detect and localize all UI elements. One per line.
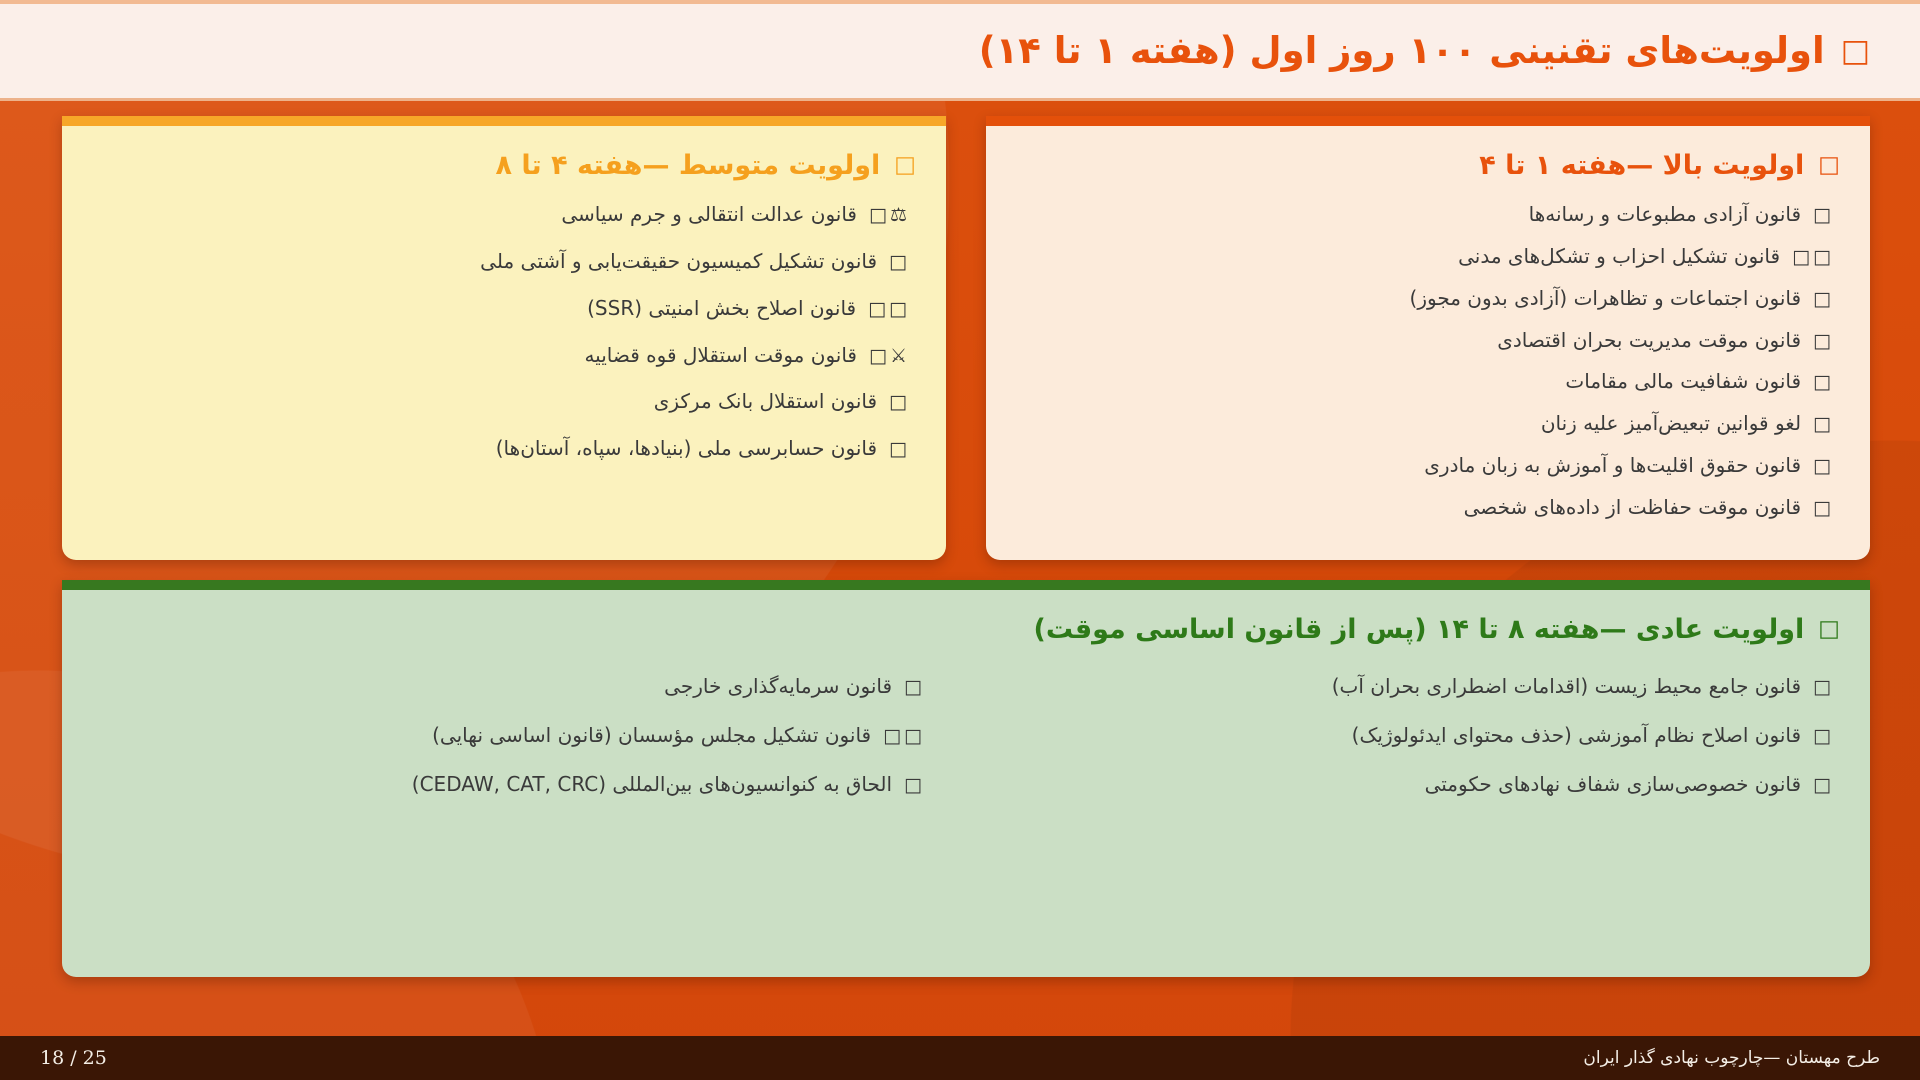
page-title: [978, 28, 1870, 72]
page-title-text: اولویت‌های تقنینی ۱۰۰ روز اول (هفته ۱ تا ۱۴): [978, 28, 1825, 72]
square-bullet-icon: □: [1813, 371, 1834, 394]
list-item: [1016, 286, 1834, 312]
panel-high-priority: [986, 116, 1870, 560]
item-label: قانون شفافیت مالی مقامات: [1565, 369, 1802, 394]
list-item: [92, 389, 910, 415]
list-item: [1001, 723, 1834, 749]
list-item: [1016, 244, 1834, 270]
list-item: [1016, 453, 1834, 479]
item-label: قانون اصلاح نظام آموزشی (حذف محتوای ایدئولوژیک): [1351, 723, 1802, 748]
square-bullet-icon: □: [904, 676, 925, 699]
square-bullet-icon: □: [894, 152, 916, 179]
square-bullet-icon: □: [1813, 496, 1834, 519]
double-square-icon: □□: [883, 725, 925, 748]
panel-normal-header-text: اولویت عادی —هفته ۸ تا ۱۴ (پس از قانون اساسی موقت): [1033, 614, 1805, 645]
panel-accent-bar: [62, 116, 946, 126]
item-label: قانون جامع محیط زیست (اقدامات اضطراری بحران آب): [1331, 674, 1802, 699]
item-label: قانون عدالت انتقالی و جرم سیاسی: [561, 202, 857, 227]
item-label: قانون موقت حفاظت از داده‌های شخصی: [1463, 494, 1802, 519]
list-item: [92, 723, 925, 749]
list-item: [92, 343, 910, 369]
square-bullet-icon: □: [1813, 287, 1834, 310]
square-bullet-icon: □: [1818, 152, 1840, 179]
panel-body: [986, 126, 1870, 560]
item-label: لغو قوانین تبعیض‌آمیز علیه زنان: [1540, 411, 1802, 436]
double-square-icon: □□: [1792, 246, 1834, 269]
item-label: قانون خصوصی‌سازی شفاف نهادهای حکومتی: [1424, 771, 1802, 796]
square-bullet-icon: □: [889, 251, 910, 274]
item-label: قانون تشکیل مجلس مؤسسان (قانون اساسی نهایی): [432, 723, 872, 748]
square-bullet-icon: □: [1813, 773, 1834, 796]
list-item: [1016, 328, 1834, 354]
item-label: الحاق به کنوانسیون‌های بین‌المللی (CEDAW, CAT, CRC): [411, 771, 893, 796]
swords-and-square-icon: ⚔□: [869, 344, 910, 367]
square-bullet-icon: □: [1813, 329, 1834, 352]
list-item: [1001, 674, 1834, 700]
list-item: [1016, 411, 1834, 437]
item-label: قانون استقلال بانک مرکزی: [653, 389, 878, 414]
square-bullet-icon: □: [1840, 32, 1870, 69]
list-item: [92, 674, 925, 700]
footer-bar: [0, 1036, 1920, 1080]
footer-project-title: طرح مهستان —چارچوب نهادی گذار ایران: [1583, 1048, 1880, 1068]
list-item: [92, 436, 910, 462]
list-item: [1016, 369, 1834, 395]
slide-header-band: [0, 0, 1920, 101]
item-label: قانون اصلاح بخش امنیتی (SSR): [587, 295, 857, 320]
item-label: قانون موقت استقلال قوه قضاییه: [584, 342, 857, 367]
square-bullet-icon: □: [904, 773, 925, 796]
item-label: قانون تشکیل کمیسیون حقیقت‌یابی و آشتی ملی: [480, 249, 878, 274]
panel-body: [62, 126, 946, 507]
panel-high-header-text: اولویت بالا —هفته ۱ تا ۴: [1479, 150, 1805, 181]
page-number: 18 / 25: [40, 1047, 107, 1069]
square-bullet-icon: □: [1813, 676, 1834, 699]
square-bullet-icon: □: [1813, 413, 1834, 436]
item-label: قانون موقت مدیریت بحران اقتصادی: [1497, 327, 1802, 352]
item-label: قانون آزادی مطبوعات و رسانه‌ها: [1528, 202, 1802, 227]
panel-accent-bar: [62, 580, 1870, 590]
square-bullet-icon: □: [1818, 616, 1840, 643]
panel-accent-bar: [986, 116, 1870, 126]
two-column-layout: [92, 674, 1840, 820]
square-bullet-icon: □: [1813, 725, 1834, 748]
list-item: [1016, 202, 1834, 228]
square-bullet-icon: □: [889, 391, 910, 414]
panel-medium-priority: [62, 116, 946, 560]
double-square-icon: □□: [868, 297, 910, 320]
panel-medium-header-text: اولویت متوسط —هفته ۴ تا ۸: [495, 150, 881, 181]
list-item: [92, 249, 910, 275]
item-label: قانون حسابرسی ملی (بنیادها، سپاه، آستان‌ها): [495, 436, 878, 461]
panel-high-header: [1016, 150, 1840, 182]
panel-normal-header: [92, 614, 1840, 646]
list-item: [1001, 772, 1834, 798]
panel-medium-header: [92, 150, 916, 182]
item-label: قانون سرمایه‌گذاری خارجی: [664, 674, 893, 699]
list-item: [1016, 495, 1834, 521]
item-label: قانون اجتماعات و تظاهرات (آزادی بدون مجوز): [1409, 285, 1802, 310]
column-left: [92, 674, 931, 820]
item-label: قانون حقوق اقلیت‌ها و آموزش به زبان مادری: [1424, 452, 1802, 477]
panel-body: [62, 590, 1870, 845]
square-bullet-icon: □: [1813, 454, 1834, 477]
square-bullet-icon: □: [1813, 204, 1834, 227]
list-item: [92, 772, 925, 798]
scales-and-square-icon: ⚖□: [869, 204, 910, 227]
square-bullet-icon: □: [889, 438, 910, 461]
list-item: [92, 202, 910, 228]
column-right: [1001, 674, 1840, 820]
panel-normal-priority: [62, 580, 1870, 977]
list-item: [92, 296, 910, 322]
item-label: قانون تشکیل احزاب و تشکل‌های مدنی: [1458, 244, 1781, 269]
